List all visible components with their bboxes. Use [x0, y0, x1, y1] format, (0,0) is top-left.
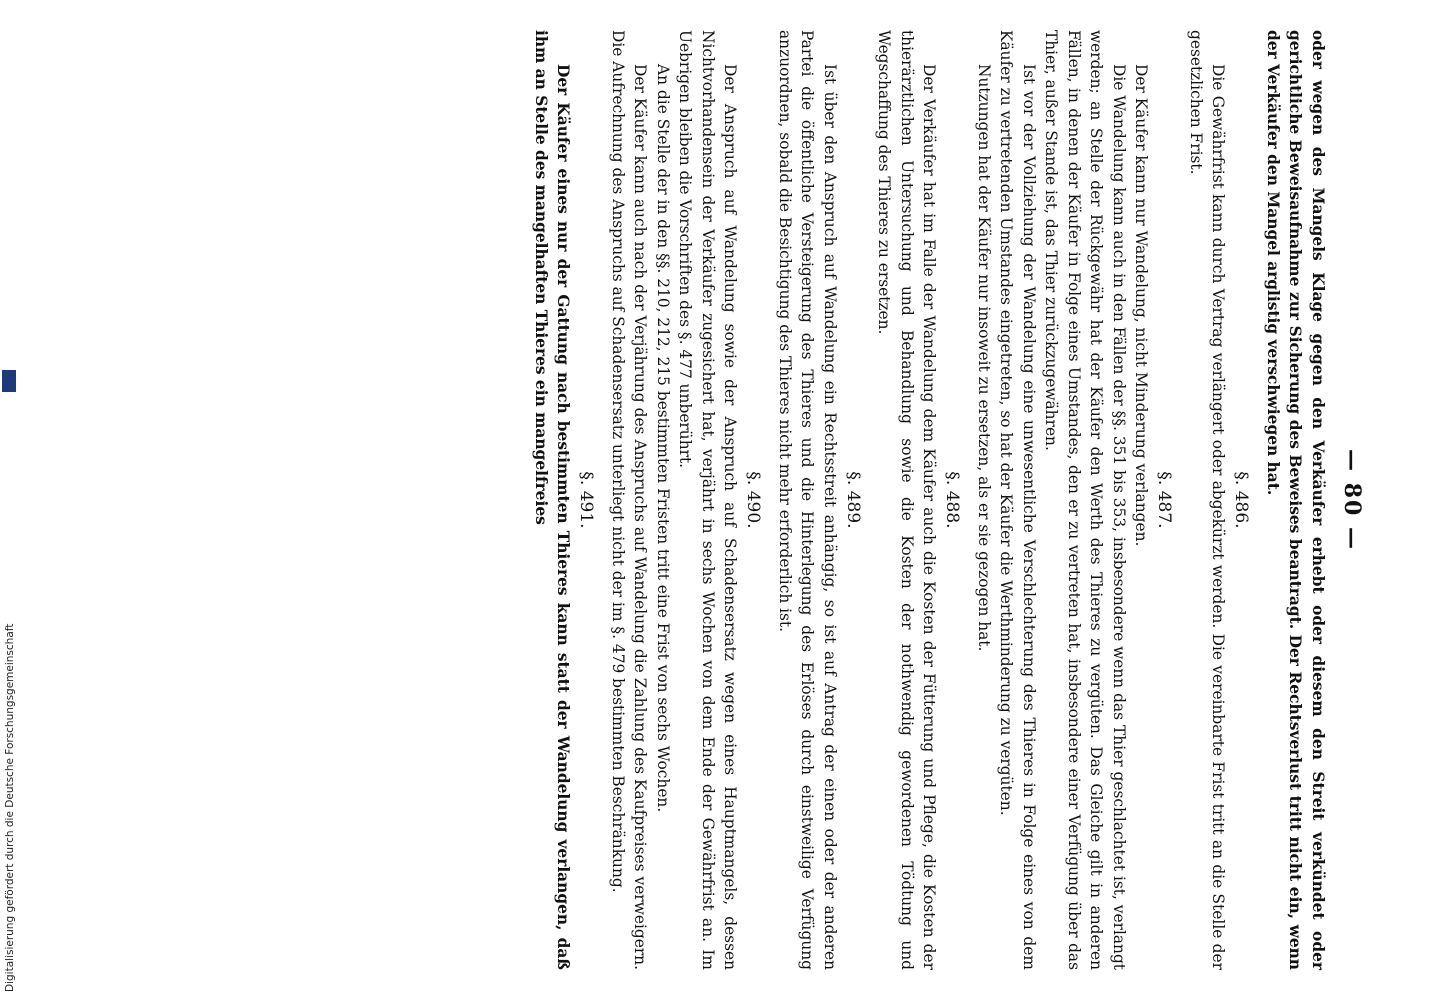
page-number: — 80 —: [1339, 449, 1365, 551]
section-heading: §. 491.: [576, 471, 597, 529]
section-heading: §. 488.: [942, 471, 963, 529]
paragraph: An die Stelle der in den §§. 210, 212, 215 bestimmten Fristen tritt eine Frist von sechs Wochen.: [654, 64, 672, 813]
footer-text: Digitalisierung gefördert durch die Deutsche Forschungsgemeinschaft: [4, 623, 16, 992]
digitization-footer: [0, 0, 22, 1000]
section-heading: §. 489.: [843, 471, 863, 529]
paragraph: Nutzungen hat der Käufer nur insoweit zu ersetzen, als er sie gezogen hat.: [975, 64, 993, 652]
paragraph: Die Gewährfrist kann durch Vertrag verlängert oder abgekürzt werden. Die vereinbarte Frist tritt an die Stelle der gesetzlichen Frist.: [1187, 30, 1228, 970]
page-content: [530, 30, 1366, 970]
document-body: [530, 30, 1330, 970]
paragraph: Der Anspruch auf Wandelung sowie der Anspruch auf Schadensersatz wegen eines Hauptmangels, dessen Nichtvorhandensein der Verkäufer zugesichert hat, verjährt in sechs Wochen von dem Ende der Gewährfrist an. Im Uebrigen bleiben die Vorschriften des §. 477 unberührt.: [676, 30, 740, 970]
section-heading: §. 490.: [743, 471, 764, 529]
paragraph: oder wegen des Mangels Klage gegen den Verkäufer erhebt oder diesem den Streit verkündet oder gerichtliche Beweisaufnahme zur Sicherung des Beweises beantragt. Der Rechtsverlust tritt nicht ein, wenn der Verkäufer den Mangel arglistig verschwiegen hat.: [1264, 30, 1327, 970]
paragraph: Die Wandelung kann auch in den Fällen der §§. 351 bis 353, insbesondere wenn das Thier geschlachtet ist, verlangt werden; an Stelle der Rückgewähr hat der Käufer den Werth des Thieres zu vergüten. Das Gleiche gilt in anderen Fällen, in denen der Käufer in Folge eines Umstandes, den er zu vertreten hat, insbesondere einer Verfügung über das Thier, außer Stande ist, das Thier zurückzugewähren.: [1042, 30, 1128, 970]
section-heading: §. 486.: [1231, 471, 1252, 529]
paragraph: Der Käufer kann nur Wandelung, nicht Minderung verlangen.: [1132, 64, 1151, 547]
rotated-page: [103, 0, 1383, 1000]
dfg-logo-icon: [2, 370, 16, 392]
paragraph: Der Käufer kann auch nach der Verjährung des Anspruchs auf Wandelung die Zahlung des Kaufpreises verweigern. Die Aufrechnung des Anspruchs auf Schadensersatz unterliegt nicht der im §. 479 bestimmten Beschränkung.: [609, 30, 650, 970]
paragraph: Ist vor der Vollziehung der Wandelung eine unwesentliche Verschlechterung des Thieres in Folge eines von dem Käufer zu vertretenden Umstandes eingetreten, so hat der Käufer die Werthminderung zu vergüten.: [997, 30, 1038, 970]
paragraph: Der Käufer eines nur der Gattung nach bestimmten Thieres kann statt der Wandelung verlangen, daß ihm an Stelle des mangelhaften Thieres ein mangelfreies: [532, 30, 573, 970]
paragraph: Ist über den Anspruch auf Wandelung ein Rechtsstreit anhängig, so ist auf Antrag der einen oder der anderen Partei die öffentliche Versteigerung des Thieres und die Hinterlegung des Erlöses durch einstweilige Verfügung anzuordnen, sobald die Besichtigung des Thieres nicht mehr erforderlich ist.: [776, 30, 839, 970]
section-heading: §. 487.: [1154, 471, 1175, 529]
paragraph: Der Verkäufer hat im Falle der Wandelung dem Käufer auch die Kosten der Fütterung und Pflege, die Kosten der thierärztlichen Untersuchung und Behandlung sowie die Kosten der nothwendig gewordenen Tödtung und Wegschaffung des Thieres zu ersetzen.: [875, 30, 939, 970]
